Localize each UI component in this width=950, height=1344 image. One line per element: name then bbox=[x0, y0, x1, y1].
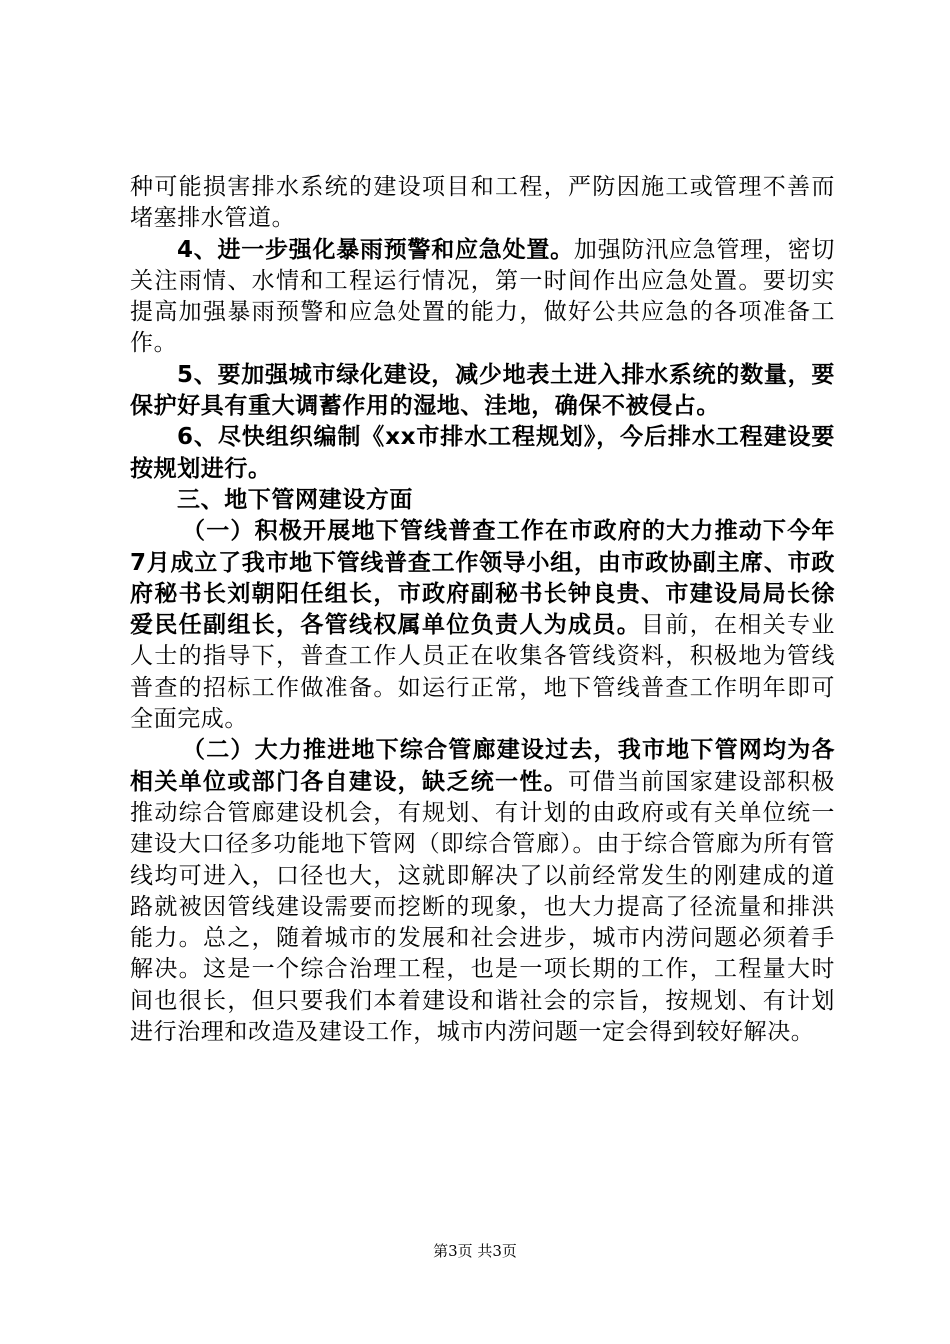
item-5-text: 5、要加强城市绿化建设，减少地表土进入排水系统的数量，要保护好具有重大调蓄作用的湿地、洼地，确保不被侵占。 bbox=[130, 361, 835, 420]
subsection-2-bold-text: （二）大力推进地下综合管廊建设过去，我市地下管网均为各相关单位或部门各自建设，缺乏统一性。 bbox=[130, 737, 835, 795]
paragraph-subsection-1 bbox=[130, 516, 835, 735]
item-4-text: 加强防汛应急管理，密切关注雨情、水情和工程运行情况，第一时间作出应急处置。要切实提高加强暴雨预警和应急处置的能力，做好公共应急的各项准备工作。 bbox=[130, 236, 835, 357]
page-number-label: 第3页 共3页 bbox=[433, 1242, 517, 1260]
paragraph-item-5 bbox=[130, 360, 835, 423]
paragraph-subsection-2 bbox=[130, 735, 835, 1048]
item-4-heading: 4、进一步强化暴雨预警和应急处置。 bbox=[177, 236, 574, 263]
subsection-1-bold-text: （一）积极开展地下管线普查工作在市政府的大力推动下今年7月成立了我市地下管线普查工作领导小组，由市政协副主席、市政府秘书长刘朝阳任组长，市政府副秘书长钟良贵、市建设局局长徐爱民任副组长，各管线权属单位负责人为成员。 bbox=[130, 518, 835, 639]
document-body bbox=[130, 172, 835, 1048]
section-heading-3 bbox=[130, 485, 835, 516]
section-heading-text: 三、地下管网建设方面 bbox=[177, 486, 413, 513]
subsection-1-text: 目前，在相关专业人士的指导下，普查工作人员正在收集各管线资料，积极地为管线普查的招标工作做准备。如运行正常，地下管线普查工作明年即可全面完成。 bbox=[130, 612, 835, 733]
subsection-2-text: 可借当前国家建设部积极推动综合管廊建设机会，有规划、有计划的由政府或有关单位统一建设大口径多功能地下管网（即综合管廊）。由于综合管廊为所有管线均可进入，口径也大，这就即解决了以前经常发生的刚建成的道路就被因管线建设需要而挖断的现象，也大力提高了径流量和排洪能力。总之，随着城市的发展和社会进步，城市内涝问题必须着手解决。这是一个综合治理工程，也是一项长期的工作，工程量大时间也很长，但只要我们本着建设和谐社会的宗旨，按规划、有计划进行治理和改造及建设工作，城市内涝问题一定会得到较好解决。 bbox=[130, 768, 835, 1046]
paragraph-drainage-continuation bbox=[130, 172, 835, 235]
paragraph-text: 种可能损害排水系统的建设项目和工程，严防因施工或管理不善而堵塞排水管道。 bbox=[130, 174, 835, 232]
page-footer bbox=[0, 1241, 950, 1261]
paragraph-item-4 bbox=[130, 235, 835, 360]
paragraph-item-6 bbox=[130, 422, 835, 485]
item-6-text: 6、尽快组织编制《xx市排水工程规划》，今后排水工程建设要按规划进行。 bbox=[130, 424, 835, 482]
